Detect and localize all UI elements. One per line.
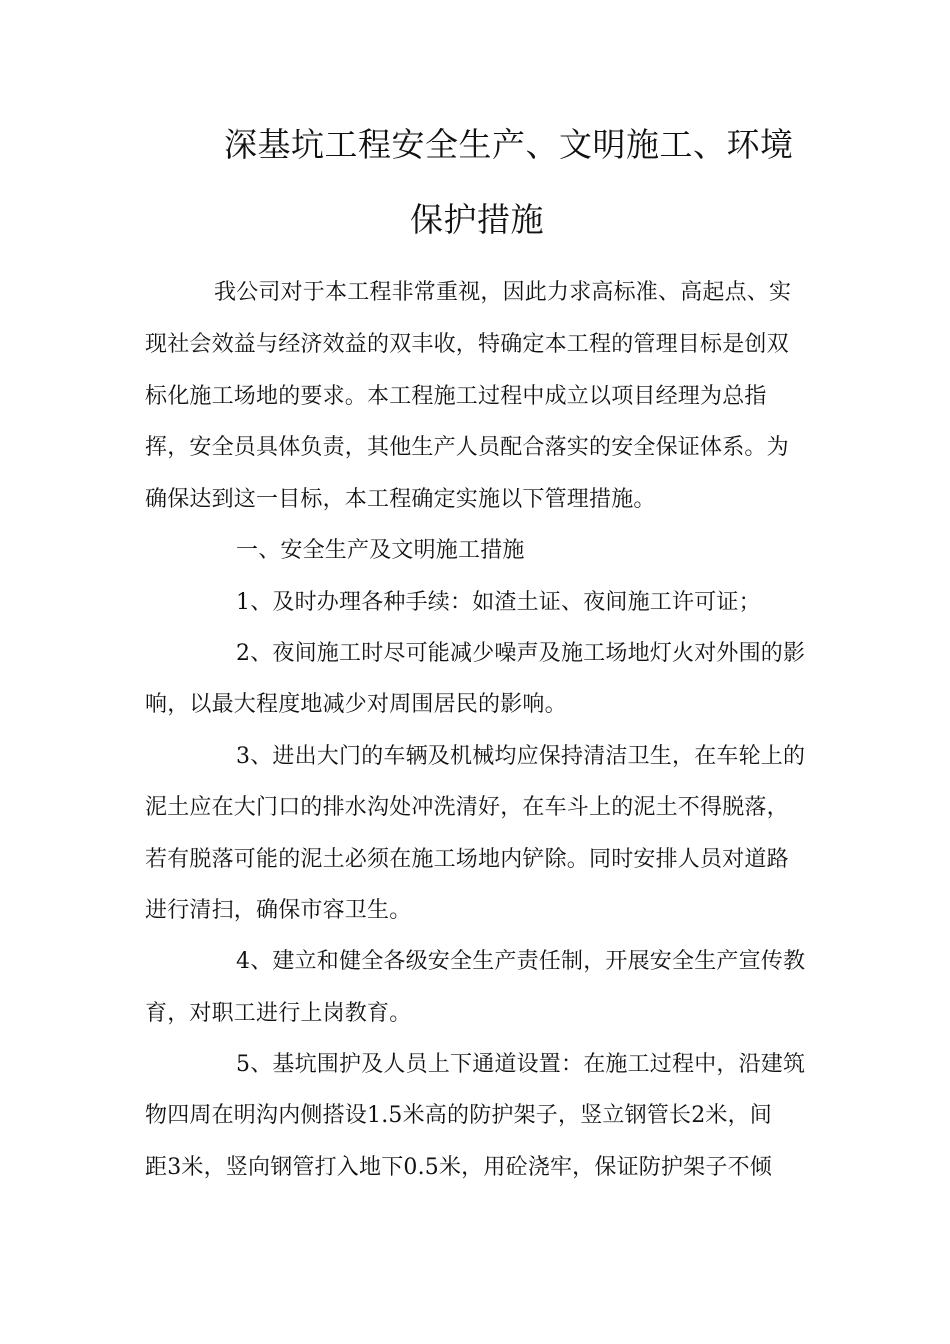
body-line: 标化施工场地的要求。本工程施工过程中成立以项目经理为总指	[145, 384, 767, 409]
list-item-5: 5、基坑围护及人员上下通道设置：在施工过程中，沿建筑	[236, 1052, 806, 1077]
body-line: 泥土应在大门口的排水沟处冲洗清好，在车斗上的泥土不得脱落，	[145, 795, 789, 820]
body-line: 物四周在明沟内侧搭设1.5米高的防护架子，竖立钢管长2米，间	[145, 1103, 772, 1128]
document-title-line-2: 保护措施	[410, 200, 544, 239]
body-line: 响，以最大程度地减少对周围居民的影响。	[145, 692, 567, 717]
body-line: 进行清扫，确保市容卫生。	[145, 898, 412, 923]
list-item-1: 1、及时办理各种手续：如渣土证、夜间施工许可证；	[236, 590, 761, 615]
body-line: 若有脱落可能的泥土必须在施工场地内铲除。同时安排人员对道路	[145, 847, 789, 872]
list-item-3: 3、进出大门的车辆及机械均应保持清洁卫生，在车轮上的	[236, 744, 806, 769]
section-heading: 一、安全生产及文明施工措施	[236, 538, 525, 563]
list-item-2: 2、夜间施工时尽可能减少噪声及施工场地灯火对外围的影	[236, 641, 806, 666]
body-line: 育，对职工进行上岗教育。	[145, 1001, 412, 1026]
body-line: 我公司对于本工程非常重视，因此力求高标准、高起点、实	[214, 280, 792, 305]
body-line: 现社会效益与经济效益的双丰收，特确定本工程的管理目标是创双	[145, 332, 789, 357]
body-line: 挥，安全员具体负责，其他生产人员配合落实的安全保证体系。为	[145, 435, 789, 460]
document-title-line-1: 深基坑工程安全生产、文明施工、环境	[224, 125, 794, 164]
body-line: 确保达到这一目标，本工程确定实施以下管理措施。	[145, 487, 656, 512]
list-item-4: 4、建立和健全各级安全生产责任制，开展安全生产宣传教	[236, 949, 806, 974]
body-line: 距3米，竖向钢管打入地下0.5米，用砼浇牢，保证防护架子不倾	[145, 1155, 772, 1180]
